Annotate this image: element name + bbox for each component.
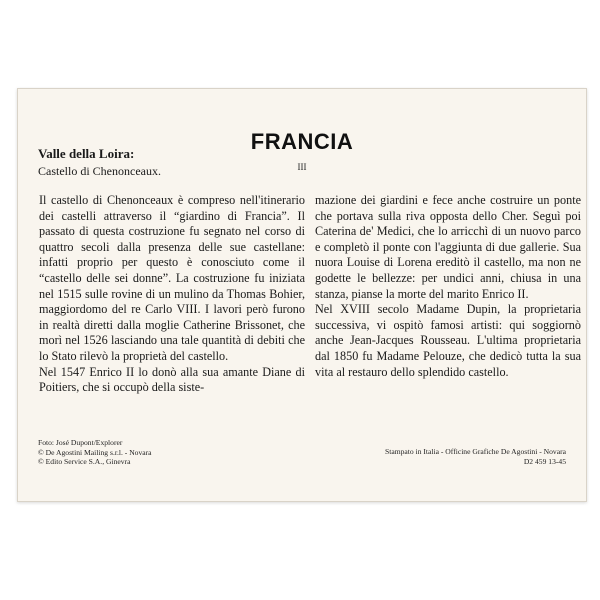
printer-line: Stampato in Italia - Officine Grafiche De Agostini - Novara [385, 447, 566, 456]
subject-subtitle: Castello di Chenonceaux. [38, 164, 161, 178]
volume-number: III [297, 162, 307, 172]
credit-line: © Edito Service S.A., Ginevra [38, 457, 131, 466]
country-title: FRANCIA [250, 129, 354, 154]
text-column-left [39, 193, 305, 396]
postcard-back [17, 88, 587, 502]
paragraph: Nel XVIII secolo Madame Dupin, la proprietaria successiva, vi ospitò famosi artisti: qui soggiornò anche Jean-Jacques Rousseau. L'ultima proprietaria dal 1850 fu Madame Pelouze, che dedicò tutta la sua vita al restauro dello splendido castello. [315, 302, 581, 379]
paragraph: mazione dei giardini e fece anche costruire un ponte che portava sulla riva opposta dello Cher. Seguì poi Caterina de' Medici, che lo arricchì di un nuovo parco e completò il ponte con l'aggiunta di due gallerie. Sua nuora Louise di Lorena ereditò il castello, ma non ne godette le bellezze: per undici anni, chiusa in una stanza, pianse la morte del marito Enrico II. [315, 193, 581, 301]
paragraph: Il castello di Chenonceaux è compreso nell'itinerario dei castelli attraverso il “giardino di Francia”. Il passato di questa costruzione fu segnato nel corso di quattro secoli dalla presenza delle sue castellane: infatti proprio per questo è conosciuto come il “castello delle sei donne”. La costruzione fu iniziata nel 1515 sulle rovine di un mulino da Thomas Bohier, maggiordomo del re Carlo VIII. I lavori però furono in realtà diretti dalla moglie Catherine Brissonet, che morì nel 1526 lasciando una tale quantità di debiti che lo Stato rilevò la proprietà del castello. [39, 193, 305, 363]
printer-info [385, 447, 566, 466]
text-column-right [315, 193, 581, 380]
credit-line: Foto: José Dupont/Explorer [38, 438, 123, 447]
paragraph: Nel 1547 Enrico II lo donò alla sua amante Diane di Poitiers, che si occupò della siste- [39, 364, 305, 395]
product-code: D2 459 13-45 [523, 456, 566, 466]
region-heading: Valle della Loira: [38, 146, 135, 161]
photo-credits [38, 438, 152, 467]
credit-line: © De Agostini Mailing s.r.l. - Novara [38, 447, 152, 457]
